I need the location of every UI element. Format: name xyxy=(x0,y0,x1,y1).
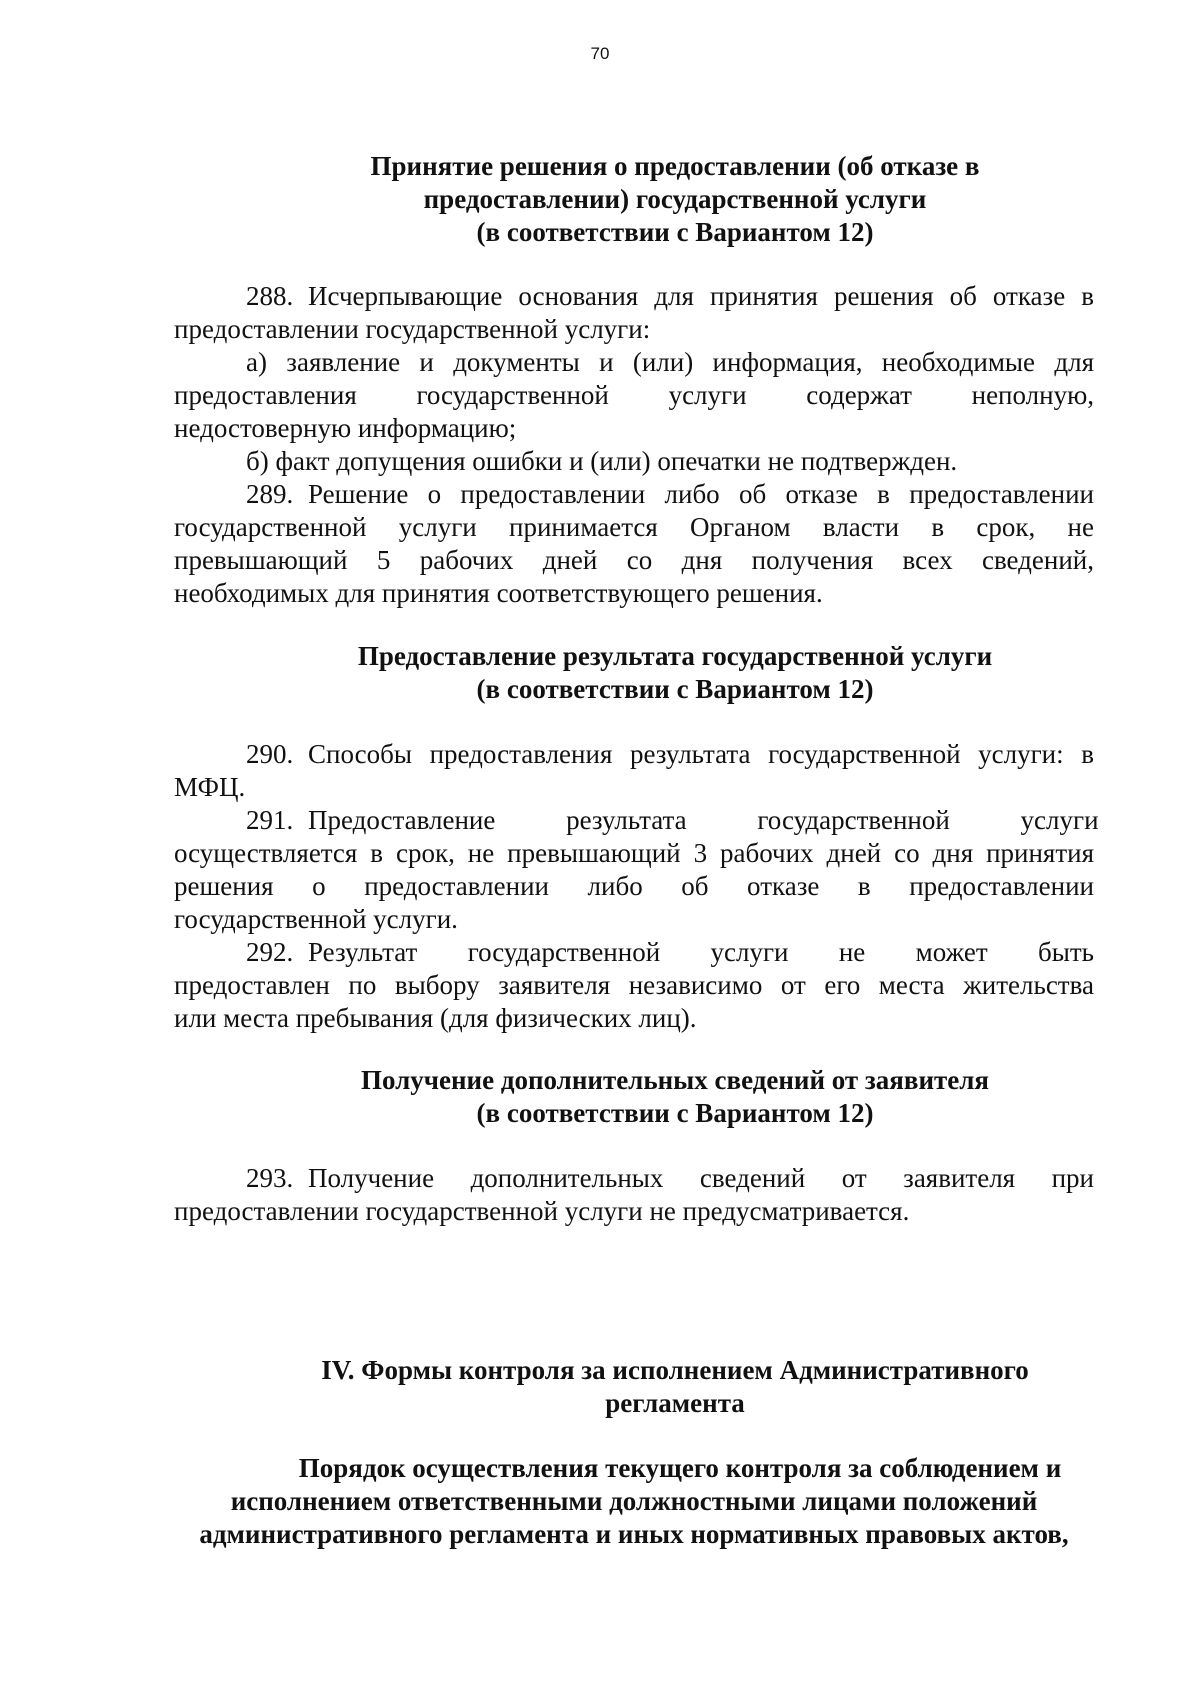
paragraph-293 xyxy=(174,1162,1094,1228)
paragraph-number: 288. xyxy=(246,281,294,311)
heading-line: (в соответствии с Вариантом 12) xyxy=(476,674,874,704)
paragraph-number: 293. xyxy=(246,1163,294,1193)
section-heading-additional-info xyxy=(174,1064,1176,1130)
heading-line: предоставлении) государственной услуги xyxy=(423,184,927,214)
paragraph-293-line: предоставлении государственной услуги не предусматривается. xyxy=(174,1196,910,1226)
paragraph-289-line: государственной услуги принимается Органом власти в срок, не xyxy=(174,512,1094,542)
paragraph-288-line: 288. Исчерпывающие основания для принятия решения об отказе в xyxy=(246,281,1094,311)
paragraph-291-line: осуществляется в срок, не превышающий 3 рабочих дней со дня принятия xyxy=(174,838,1094,868)
heading-line: IV. Формы контроля за исполнением Административного xyxy=(321,1355,1029,1385)
subsection-heading-control xyxy=(174,1452,1094,1551)
paragraph-291-line: 291. Предоставление результата государственной услуги xyxy=(246,805,1099,835)
paragraph-291-line: государственной услуги. xyxy=(174,904,458,934)
item-a-line: а) заявление и документы и (или) информация, необходимые для xyxy=(246,347,1094,377)
paragraph-number: 291. xyxy=(246,805,294,835)
section-heading-decision xyxy=(174,150,1176,249)
paragraph-293-line: 293. Получение дополнительных сведений от заявителя при xyxy=(246,1163,1094,1193)
paragraph-291-line: решения о предоставлении либо об отказе в предоставлении xyxy=(174,871,1094,901)
paragraph-number: 290. xyxy=(246,739,294,769)
heading-line: (в соответствии с Вариантом 12) xyxy=(476,217,874,247)
paragraph-number: 289. xyxy=(246,479,294,509)
paragraph-289-line: превышающий 5 рабочих дней со дня получения всех сведений, xyxy=(174,545,1094,575)
heading-line: (в соответствии с Вариантом 12) xyxy=(476,1098,874,1128)
paragraph-289-line: необходимых для принятия соответствующего решения. xyxy=(174,578,823,608)
paragraph-292-line: 292. Результат государственной услуги не может быть xyxy=(246,937,1094,967)
section-iv-heading xyxy=(174,1354,1176,1420)
paragraph-290-line: МФЦ. xyxy=(174,772,246,802)
paragraph-292-line: или места пребывания (для физических лиц). xyxy=(174,1003,697,1033)
heading-line: административного регламента и иных нормативных правовых актов, xyxy=(199,1519,1069,1549)
paragraph-288-line: предоставлении государственной услуги: xyxy=(174,314,651,344)
item-a-line: недостоверную информацию; xyxy=(174,413,517,443)
section-heading-result xyxy=(174,640,1176,706)
paragraph-292-line: предоставлен по выбору заявителя независимо от его места жительства xyxy=(174,970,1094,1000)
paragraph-289-line: 289. Решение о предоставлении либо об отказе в предоставлении xyxy=(246,479,1094,509)
heading-line: исполнением ответственными должностными лицами положений xyxy=(230,1486,1038,1516)
paragraph-290-line: 290. Способы предоставления результата государственной услуги: в xyxy=(246,739,1094,769)
heading-line: Предоставление результата государственной услуги xyxy=(357,641,993,671)
paragraphs-288-289 xyxy=(174,280,1094,610)
item-b-line: б) факт допущения ошибки и (или) опечатки не подтвержден. xyxy=(246,446,958,476)
heading-line: Порядок осуществления текущего контроля за соблюдением и xyxy=(298,1453,1062,1483)
paragraph-number: 292. xyxy=(246,937,294,967)
heading-line: Принятие решения о предоставлении (об отказе в xyxy=(370,151,980,181)
heading-line: Получение дополнительных сведений от заявителя xyxy=(360,1065,990,1095)
paragraphs-290-292 xyxy=(174,738,1099,1035)
page-number: 70 xyxy=(590,44,610,63)
heading-line: регламента xyxy=(605,1388,745,1418)
item-a-line: предоставления государственной услуги содержат неполную, xyxy=(174,380,1094,410)
